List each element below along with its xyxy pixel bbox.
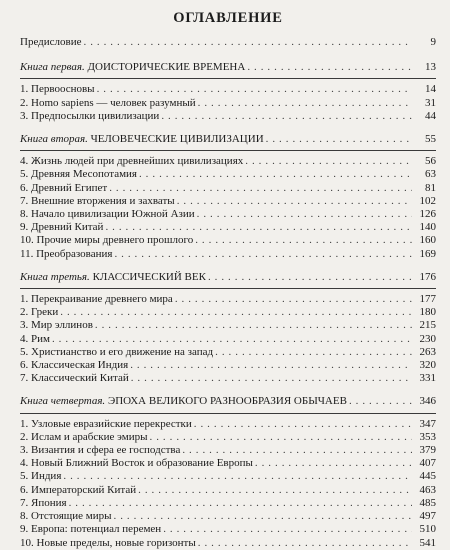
chapter-entry[interactable] — [20, 372, 436, 385]
page-number: 44 — [425, 109, 436, 122]
chapter-entry[interactable] — [20, 248, 436, 261]
dot-leader — [97, 83, 412, 96]
chapter-label: 4. Рим — [20, 332, 50, 345]
dot-leader — [60, 306, 412, 319]
dot-leader — [63, 470, 412, 483]
book-section-2 — [20, 133, 436, 261]
page-number: 320 — [419, 359, 436, 372]
dot-leader — [177, 195, 412, 208]
chapter-entry[interactable] — [20, 457, 436, 470]
page-number: 126 — [419, 208, 436, 221]
chapter-entry[interactable] — [20, 497, 436, 510]
page-number: 176 — [419, 270, 436, 283]
chapter-entry[interactable] — [20, 293, 436, 306]
chapter-entry[interactable] — [20, 444, 436, 457]
chapter-entry[interactable] — [20, 470, 436, 483]
chapter-label: 3. Византия и сфера ее господства — [20, 444, 181, 457]
page-number: 180 — [419, 306, 436, 319]
dot-leader — [114, 510, 412, 523]
chapter-entry[interactable] — [20, 484, 436, 497]
chapter-entry[interactable] — [20, 333, 436, 346]
book-prefix: Книга третья. — [20, 270, 90, 283]
chapter-label: 2. Греки — [20, 306, 59, 319]
page-number: 445 — [419, 470, 436, 483]
chapter-entry[interactable] — [20, 523, 436, 536]
chapter-label: 7. Классический Китай — [20, 372, 129, 385]
chapter-label: 3. Мир эллинов — [20, 319, 93, 332]
chapter-entry[interactable] — [20, 234, 436, 247]
page-number: 55 — [425, 133, 436, 146]
book-title: КЛАССИЧЕСКИЙ ВЕК — [92, 270, 206, 283]
dot-leader — [208, 271, 412, 284]
dot-leader — [247, 61, 412, 74]
book-prefix: Книга первая. — [20, 61, 85, 74]
page-number: 485 — [419, 496, 436, 509]
chapter-label: 11. Преобразования — [20, 247, 113, 260]
dot-leader — [69, 497, 412, 510]
book-section-3 — [20, 271, 436, 386]
page-number: 263 — [419, 345, 436, 358]
dot-leader — [139, 168, 412, 181]
chapter-label: 5. Древняя Месопотамия — [20, 168, 137, 181]
chapter-label: 9. Европа: потенциал перемен — [20, 523, 162, 536]
chapter-entry[interactable] — [20, 319, 436, 332]
page-title: ОГЛАВЛЕНИЕ — [173, 10, 283, 26]
page-number: 102 — [419, 194, 436, 207]
chapter-entry[interactable] — [20, 431, 436, 444]
chapter-label: 4. Жизнь людей при древнейших цивилизациях — [20, 155, 244, 168]
dot-leader — [175, 293, 412, 306]
book-title: ЧЕЛОВЕЧЕСКИЕ ЦИВИЛИЗАЦИИ — [90, 133, 264, 146]
page-number: 63 — [425, 168, 436, 181]
chapter-label: 6. Классическая Индия — [20, 359, 129, 372]
dot-leader — [198, 97, 412, 110]
chapter-label: 8. Начало цивилизации Южной Азии — [20, 208, 195, 221]
page-number: 177 — [419, 293, 436, 306]
book-prefix: Книга четвертая. — [20, 395, 106, 408]
chapter-entry[interactable] — [20, 537, 436, 550]
chapter-entry[interactable] — [20, 418, 436, 431]
dot-leader — [95, 319, 412, 332]
dot-leader — [195, 234, 412, 247]
dot-leader — [215, 346, 412, 359]
dot-leader — [105, 221, 412, 234]
page-number: 353 — [419, 430, 436, 443]
chapter-entry[interactable] — [20, 195, 436, 208]
book-title: ДОИСТОРИЧЕСКИЕ ВРЕМЕНА — [87, 61, 246, 74]
dot-leader — [198, 537, 412, 550]
dot-leader — [109, 182, 412, 195]
page-number: 331 — [419, 372, 436, 385]
chapter-label: 1. Перекраивание древнего мира — [20, 293, 173, 306]
book-prefix: Книга вторая. — [20, 133, 88, 146]
page-number: 140 — [419, 221, 436, 234]
page-number: 407 — [419, 457, 436, 470]
page-number: 347 — [419, 417, 436, 430]
book-heading[interactable] — [20, 133, 436, 146]
dot-leader — [245, 155, 412, 168]
page-number: 31 — [425, 96, 436, 109]
page-number: 169 — [419, 247, 436, 260]
chapter-entry[interactable] — [20, 97, 436, 110]
page-number: 9 — [430, 36, 436, 48]
page-number: 13 — [425, 61, 436, 74]
chapter-label: 7. Внешние вторжения и захваты — [20, 194, 175, 207]
page-number: 81 — [425, 181, 436, 194]
page-number: 379 — [419, 444, 436, 457]
dot-leader — [52, 333, 412, 346]
page-number: 346 — [419, 395, 436, 408]
chapter-label: 5. Христианство и его движение на запад — [20, 345, 214, 358]
divider — [20, 150, 436, 151]
page-number: 541 — [419, 536, 436, 549]
page-number: 56 — [425, 155, 436, 168]
toc-entry-label: Предисловие — [20, 36, 82, 48]
chapter-label: 8. Отстоящие миры — [20, 510, 112, 523]
dot-leader — [131, 372, 412, 385]
chapter-label: 4. Новый Ближний Восток и образование Европы — [20, 457, 253, 470]
chapter-entry[interactable] — [20, 182, 436, 195]
dot-leader — [255, 457, 412, 470]
dot-leader — [349, 395, 412, 408]
dot-leader — [161, 110, 412, 123]
book-section-1 — [20, 61, 436, 123]
dot-leader — [197, 208, 412, 221]
dot-leader — [138, 484, 412, 497]
dot-leader — [182, 444, 412, 457]
chapter-label: 6. Древний Египет — [20, 181, 108, 194]
chapter-label: 9. Древний Китай — [20, 221, 104, 234]
book-heading[interactable] — [20, 395, 436, 408]
chapter-label: 5. Индия — [20, 470, 62, 483]
book-title: ЭПОХА ВЕЛИКОГО РАЗНООБРАЗИЯ ОБЫЧАЕВ — [107, 395, 347, 408]
divider — [20, 78, 436, 79]
chapter-entry[interactable] — [20, 208, 436, 221]
chapter-entry[interactable] — [20, 168, 436, 181]
divider — [20, 288, 436, 289]
book-section-4 — [20, 395, 436, 549]
page-number: 215 — [419, 319, 436, 332]
page-number: 160 — [419, 234, 436, 247]
dot-leader — [194, 418, 412, 431]
toc-entry-preface[interactable] — [20, 36, 436, 49]
chapter-entry[interactable] — [20, 155, 436, 168]
chapter-entry[interactable] — [20, 306, 436, 319]
chapter-entry[interactable] — [20, 83, 436, 96]
chapter-entry[interactable] — [20, 359, 436, 372]
chapter-entry[interactable] — [20, 221, 436, 234]
page-number: 14 — [425, 83, 436, 96]
chapter-entry[interactable] — [20, 110, 436, 123]
divider — [20, 413, 436, 414]
chapter-label: 2. Homo sapiens — человек разумный — [20, 96, 196, 109]
chapter-label: 2. Ислам и арабские эмиры — [20, 430, 148, 443]
dot-leader — [150, 431, 412, 444]
chapter-label: 7. Япония — [20, 496, 67, 509]
chapter-label: 1. Узловые евразийские перекрестки — [20, 417, 192, 430]
dot-leader — [266, 133, 412, 146]
page-number: 510 — [419, 523, 436, 536]
chapter-entry[interactable] — [20, 510, 436, 523]
chapter-label: 3. Предпосылки цивилизации — [20, 109, 160, 122]
chapter-label: 6. Императорский Китай — [20, 483, 137, 496]
chapter-entry[interactable] — [20, 346, 436, 359]
dot-leader — [130, 359, 412, 372]
dot-leader — [163, 523, 412, 536]
chapter-label: 10. Прочие миры древнего прошлого — [20, 234, 194, 247]
book-heading[interactable] — [20, 271, 436, 284]
dot-leader — [84, 36, 413, 49]
dot-leader — [114, 248, 412, 261]
page-number: 463 — [419, 483, 436, 496]
page-number: 497 — [419, 510, 436, 523]
book-heading[interactable] — [20, 61, 436, 74]
chapter-label: 10. Новые пределы, новые горизонты — [20, 536, 196, 549]
chapter-label: 1. Первоосновы — [20, 83, 95, 96]
page-number: 230 — [419, 332, 436, 345]
